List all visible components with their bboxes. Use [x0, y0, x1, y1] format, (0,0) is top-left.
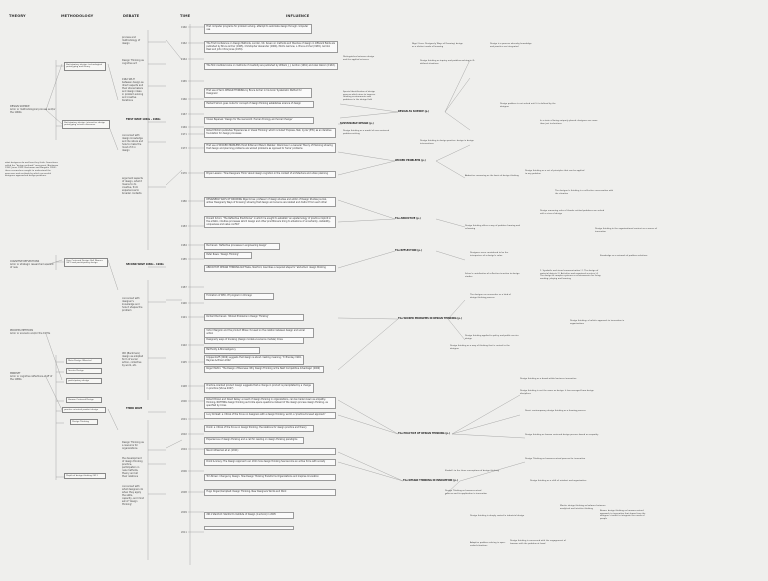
year-label: 1983: [181, 225, 187, 228]
note-text: Martin: design thinking as balance between analytical and intuitive thinking: [560, 505, 606, 510]
milestone-label: The WICKED PROBLEMS IN DESIGN THINKING (p.): [398, 317, 462, 320]
connector-line: [338, 161, 395, 175]
methodology-item: User Centered Design: Bell Weaver (HCI) and participatory design: [64, 258, 108, 267]
influence-note: The first credible books on methods of creativity are published by William J. J. Gordon (1961) and Alex Osborn (1963).: [204, 63, 338, 70]
methodology-item: Design Thinking: [70, 419, 98, 425]
debate-item: concerned with design knowledge and its nature and how to make the most of it in design: [122, 134, 144, 152]
year-label: 2002: [181, 433, 187, 436]
connector-line: [448, 319, 465, 340]
influence-note: Lucy Kimbell: a critical of the focus on designers with a design thinking, world, a 'practice-focused approach': [204, 412, 336, 419]
debate-item: concerned with designer's knowledge and how it shapes the problem: [122, 297, 143, 312]
theory-mindset: MINDSET Amor or cognitive reflections-stuff of the 1980s: [10, 372, 53, 381]
debate-wave-label: FIRST WAVE 1960s - 1980s: [126, 118, 161, 121]
influence-note: First use of term DESIGN THINKING by Bruce Archer in his book 'Systematic Method for Designers': [204, 88, 312, 98]
connector-line: [436, 219, 465, 227]
influence-note: Krippendorff (2006) suggests that design is about creating meaning; 'S' Brenkey 1994, Baynes & Brown 2002: [204, 355, 304, 365]
connector-line: [108, 260, 118, 290]
header-theory: THEORY: [9, 14, 26, 18]
note-text: Distinguishes between design and the applied sciences: [343, 56, 375, 61]
milestone-label: The DESIGN THINKING IN INNOVATION (p.): [403, 479, 458, 482]
milestone-label: The REFLECTION (p.): [395, 249, 422, 252]
note-text: Design thinking offers a way of problem framing and reframing: [465, 225, 520, 230]
header-debate: DEBATE: [123, 14, 140, 18]
debate-item: Design Thinking as a resource for organizations: [122, 441, 144, 450]
year-label: 1971: [181, 133, 187, 136]
note-text: Design reasoning rules of thumb, wicked problems are solved with a view of design: [540, 210, 605, 215]
debate-item: process and methodology of design: [122, 36, 141, 45]
connector-line: [436, 251, 465, 260]
influence-note: Roger Martin: 'The Design of Business: Why Design Thinking is the Next Competitive Advantage' (2009): [204, 366, 324, 373]
connector-line: [108, 409, 118, 430]
debate-wave-label: THIRD WAVE: [126, 407, 143, 410]
year-label: 1985: [181, 258, 187, 261]
connector-line: [338, 318, 398, 319]
note-text: Schon's contribution of reflection-in-action to design studies: [465, 273, 520, 278]
influence-note: Robert Brown and David Kelley: a result of design thinking in organizations, can be made known as empathy-thinking, NOTHING design thinking as trickle space questions instead of the design process design thinking, as specified by Cross: [204, 397, 336, 409]
influence-note: Hugo Dogan/Campbell: Design Thinking, New Designers Words and Work: [204, 489, 336, 496]
connector-line: [338, 152, 395, 161]
debate-item: IXD (Backmani) design as adopted form of social action, collective by work, etc.: [122, 352, 144, 367]
methodology-item: participatory design: [66, 378, 102, 384]
methodology-item: Participatory design: technological prototyping and theory: [64, 62, 106, 71]
note-text: In a state of being uniquely placed, designers are more than just technicians: [540, 120, 598, 125]
methodology-item: practice oriented product design: [62, 407, 106, 413]
note-text: Adaptive problem solving in open-ended situations: [470, 542, 506, 547]
theory-design-science: DESIGN SCIENCE Amor or methodological process and/or the 1960s: [10, 105, 56, 114]
connector-line: [452, 395, 520, 434]
connector-line: [340, 112, 398, 118]
influence-note: Dorst: a critical of the focus on design thinking: the relations for design practice and theory: [204, 425, 314, 432]
methodology-item: Service Design: [66, 368, 102, 374]
note-text: Nigel Cross: Designerly Ways of Knowing; design as a distinct mode of knowing: [412, 43, 463, 48]
connector-line: [452, 434, 525, 438]
connector-line: [338, 415, 398, 434]
note-text: The designer's thinking is a reflective conversation with the situation: [555, 190, 614, 195]
year-label: 2011: [181, 531, 187, 534]
methodology-item: Participatory design: interactive design prototyping science discourse: [62, 120, 110, 129]
connector-line: [445, 60, 470, 112]
year-label: 1969: [181, 126, 187, 129]
influence-note: Designerly ways of knowing (design models vs science models) Cross: [204, 337, 304, 344]
year-label: 1967: [181, 113, 187, 116]
influence-note: Buchanan: 'Reflective processes in engineering design': [204, 243, 280, 250]
year-label: 2009: [181, 511, 187, 514]
influence-note: Richard Buchanan: 'Wicked Problems in Design Thinking': [204, 314, 304, 321]
connector-line: [338, 400, 398, 434]
header-influence: INFLUENCE: [286, 14, 310, 18]
year-label: 1964: [181, 58, 187, 61]
year-label: 1966: [181, 98, 187, 101]
connector-line: [340, 104, 398, 112]
connector-line: [166, 170, 182, 185]
debate-wave-label: SECOND WAVE 1980s - 1990s: [126, 263, 164, 266]
influence-note: The First Conference on Design Methods, London, UK. Seven on methods and theories of design in different fields are published by Bruce Archer (1965), Christopher Alexander (1964), Morris Asimow, L. Bruce Archer (1965), Gordon Pask and John Chris Jones (1970).: [204, 41, 338, 53]
note-text: Design thinking as a shift of mindset and organization: [530, 480, 587, 482]
milestone-label: DESIGN AS SCIENCE (p.): [398, 110, 430, 113]
note-text: Kimbell: to the three conceptions of design thinking: [445, 470, 499, 472]
debate-item: 1962 SPLIT between design as direct aspects and their stonemakers and design ideas in problem solving and creative iterations: [122, 78, 144, 102]
year-label: 1992: [181, 344, 187, 347]
connector-line: [338, 251, 395, 268]
connector-line: [338, 200, 395, 219]
year-label: 1998: [181, 385, 187, 388]
methodology-item: Meta-Design (Maestre): [66, 358, 102, 364]
header-methodology: METHODOLOGY: [61, 14, 94, 18]
milestone-label: The PRACTICE OF DESIGN THINKING (p.): [398, 432, 450, 435]
header-time: TIME: [180, 14, 191, 18]
note-text: Designers were considered to be the interpreters of a design's value: [470, 252, 509, 257]
note-text: Design thinking is not the same as design, it has emerged from design disciplines: [520, 390, 594, 395]
year-label: 1980: [181, 200, 187, 203]
milestone-label: SUSTAINABLE DESIGN (p.): [340, 122, 374, 125]
note-text: Design thinking as a model of user-centered problem-solving: [343, 130, 390, 135]
methodology-item: Depth of design thinking 2011: [64, 473, 106, 479]
note-text: Abductive reasoning as the basis of design thinking: [465, 175, 519, 177]
note-text: Design thinking as inquiry and problem-solving in ill-defined situations: [420, 60, 475, 65]
connector-line: [46, 64, 62, 110]
note-text: Design thinking is concerned with the engagement of humans with the problem at hand: [510, 540, 566, 545]
influence-note: Bartholdy & Binnie/Agency: [204, 347, 260, 354]
connector-line: [338, 462, 403, 481]
note-text: Design thinking in design practice, design in design interventions: [420, 140, 474, 145]
note-text: Design is a process whereby knowledge and practice are integrated: [490, 43, 532, 48]
note-text: Design thinking as a way of thinking that is central to the designer: [450, 345, 510, 350]
connector-line: [436, 145, 470, 161]
debate-item: the development of design thinking practice, participation in new methods, theory and all their relations: [122, 457, 143, 478]
influence-note: [204, 526, 294, 530]
theory-process-methods: PROCESS METHODS Amor or scenario and/or the 1970s: [10, 329, 51, 335]
note-text: Knowledge as a network of problem solutions: [600, 255, 648, 257]
year-label: 2008: [181, 491, 187, 494]
influence-note: Vivian Papanek: 'Design for the real world: Human Ecology and Social Change': [204, 117, 314, 124]
influence-note: DESIGNERLY WAYS OF KNOWING Nigel Cross: professor of design studies and editor of Design Studies journal, writes 'Designerly Ways of Knowing' showing that design and science are related and distinct from each other: [204, 197, 336, 207]
influence-note: Peter Rowe: 'Design Thinking': [204, 252, 252, 259]
note-text: Design thinking is deeply rooted in industrial design: [470, 515, 525, 517]
note-text: Design thinking applied to policy and public service design: [465, 335, 519, 340]
influence-note: Experiences of design thinking and a call for reading on design thinking paradigms: [204, 437, 304, 444]
year-label: 2006: [181, 470, 187, 473]
connector-line: [166, 440, 182, 448]
year-label: 1976: [181, 172, 187, 175]
year-label: 1987: [181, 286, 187, 289]
year-label: 1973: [181, 147, 187, 150]
year-label: 2004: [181, 448, 187, 451]
connector-line: [108, 64, 118, 100]
influence-note: First computer programs for problem solving, attempt to automate design through computer use: [204, 24, 312, 34]
note-text: 1. Symbolic and visual communication; 2. The design of material objects; 3. Activities and organized services; 4. The design of complex systems or environments for living, working, playing and learning: [540, 270, 602, 281]
influence-note: First use of WICKED PROBLEMS Horst Rittel and Melvin Webber: Dilemmas in a General Theory of Planning showing that design and planning problems are wicked problems as opposed to 'tame' problems: [204, 143, 336, 153]
year-label: 1995: [181, 361, 187, 364]
year-label: 2000: [181, 400, 187, 403]
connector-line: [452, 415, 520, 434]
note-text: Brown: design thinking as human-centred approach to innovation that draws from the designer's toolkit to integrate the needs of people: [600, 510, 646, 521]
note-text: Design thinking as human centered design process based on empathy: [525, 434, 599, 436]
note-text: Design Thinking as human-centred process for innovation: [525, 458, 586, 460]
influence-note: Formation of DEO, IIT program in Chicago: [204, 293, 274, 300]
note-text: Design problem is not solved until it is defined by the designer: [500, 103, 556, 108]
connector-line: [338, 219, 395, 222]
year-label: 1962: [181, 42, 187, 45]
influence-note: ABDUCTIVE DESIGN THINKING Rolf Faste, Stanford, describes a required steps for 'abductive' design thinking: [204, 265, 336, 272]
note-text: Design thinking in the organizational context as a source of innovation: [595, 228, 658, 233]
milestone-label: WICKED PROBLEMS (p.): [395, 159, 426, 162]
connector-line: [338, 452, 403, 481]
debate-item: Design Thinking as cognitive act: [122, 59, 144, 65]
debate-item: argument aspects of design, what it means to do creative, from experiences to broader contexts: [122, 177, 143, 195]
note-text: Design thinking: a holistic approach to innovation in organizations: [570, 320, 625, 325]
methodology-note: what designers do and how they think. Sometimes called the "design methods" movement (Buchanan 1992; Jones 1992; Buchanan and Margolin 1995), these researchers sought to understand the processes and methods by which successful designers approached design problems.: [5, 162, 59, 178]
influence-note: Bryan Lawson: 'How Designers Think' about design cognition in the context of architecture and urban planning: [204, 171, 336, 178]
connector-line: [166, 40, 182, 60]
note-text: Design Thinking as human-centred process and its application in innovation: [445, 490, 487, 495]
note-text: The designer as researcher or a kind of design thinking process: [470, 294, 511, 299]
year-label: 1990: [181, 302, 187, 305]
influence-note: Victor Margolin and the product Milieu: focused on the relation between design and social action: [204, 328, 314, 338]
note-text: Design thinking as a set of principles that can be applied to any problem: [525, 170, 585, 175]
note-text: Dorst: contemporary design thinking as a framing process: [525, 410, 586, 412]
influence-note: Practice-oriented product design suggests that a change in product is precipitated by a change in practice (Shove 2007): [204, 383, 314, 393]
influence-note: Tim Brown: Change by Design: How Design Thinking Transforms Organizations and Inspires Innovation: [204, 474, 336, 481]
influence-note: Robert McKim publishes 'Experiences in Visual Thinking' which included 'Express, Test, Cycle' (ETC) as an iterative foundation for design processes: [204, 128, 336, 138]
milestone-label: The ABDUCTIVE (p.): [395, 217, 421, 220]
influence-note: Herbert Simon goes route for concept of design thinking establishes science of design: [204, 101, 314, 108]
influence-note: 2011 Stanford: Stanford's Institute of Design (d.school) in 2005: [204, 512, 294, 519]
influence-note: Donald Schon: 'The Reflective Practitioner' in which he sought to establish 'an epistemology of practice implicit in the artistic, intuitive processes which design and other practitioners bring to situations of uncertainty, instability, uniqueness and value conflict': [204, 216, 336, 228]
influence-note: Naomi Wiseman et al. (2011): [204, 448, 336, 455]
note-text: Design thinking as a brand within business innovation: [520, 378, 577, 380]
year-label: 2001: [181, 418, 187, 421]
year-label: 1965: [181, 80, 187, 83]
year-label: 1960: [181, 26, 187, 29]
connector-line: [445, 78, 470, 112]
methodology-item: Human Centered Design: [66, 397, 102, 403]
debate-item: concerned with what designers do when they apply the skills, capacity, and mind set of 'design thinking': [122, 485, 144, 506]
year-label: 1991: [181, 316, 187, 319]
year-label: 1984: [181, 244, 187, 247]
note-text: Special identification of design process which aims to improve thinking environments and problems in the design field: [343, 91, 376, 102]
connector-line: [436, 161, 465, 178]
connector-line: [445, 112, 470, 130]
connector-line: [338, 319, 398, 370]
influence-note: Dorst & Gravy: The Design Approach ver. 2011 how design thinking has become an active force with society: [204, 459, 336, 466]
theory-cognitive-reflections: COGNITIVE REFLECTIONS Amor or strategic researched account of new: [10, 260, 54, 269]
